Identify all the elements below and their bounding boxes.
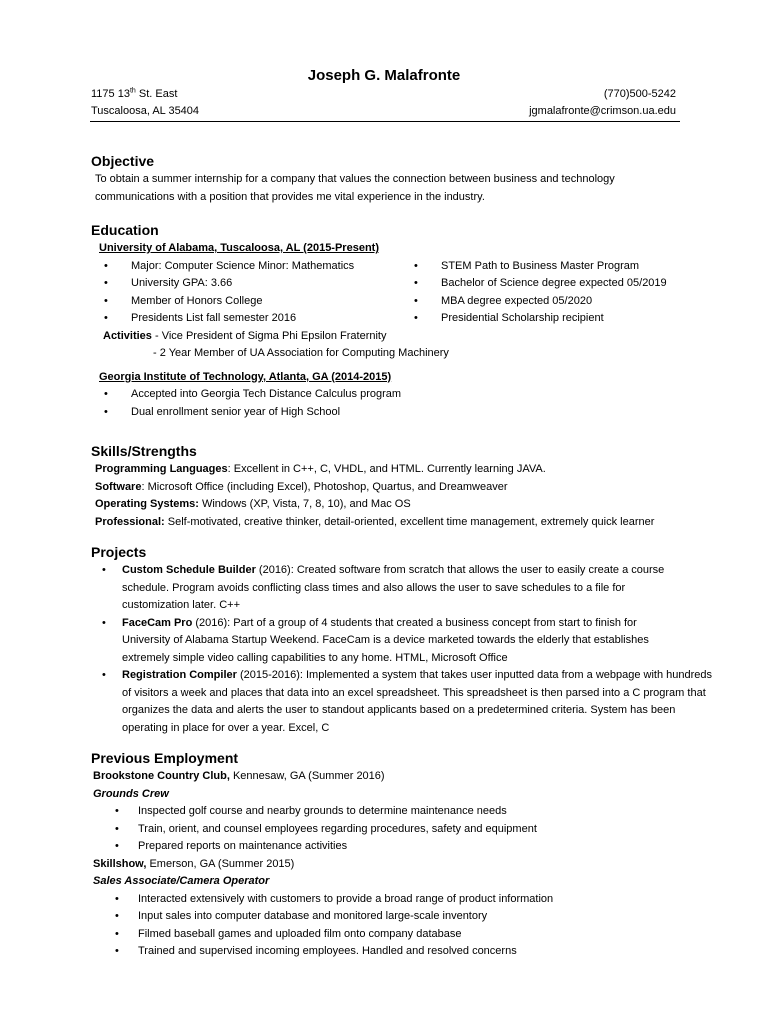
email: jgmalafronte@crimson.ua.edu	[529, 105, 676, 117]
project-title: Registration Compiler	[122, 669, 237, 681]
list-item: • Input sales into computer database and monitored large-scale inventory	[91, 908, 711, 926]
project-text: (2015-2016): Implemented a system that takes user inputted data from a webpage with hundreds of visitors a week and places that data into an excel spreadsheet. This spreadsheet is then parsed into a C program that organizes the data and alerts the user to standout applicants based on a predetermined criteria. System has been operating in place for over a year. Excel, C	[122, 669, 713, 734]
list-item: • Bachelor of Science degree expected 05/2019	[401, 275, 701, 293]
project-item	[91, 615, 682, 668]
project-title: FaceCam Pro	[122, 616, 193, 629]
skills-section	[91, 441, 711, 531]
gt-list	[91, 386, 711, 421]
skill-label: Operating Systems:	[95, 498, 199, 510]
street-ordinal: th	[129, 87, 136, 95]
list-item: • Presidents List fall semester 2016	[91, 310, 401, 328]
gt-title: Georgia Institute of Technology, Atlanta, GA (2014-2015)	[99, 370, 392, 383]
project-item	[91, 562, 682, 615]
skill-row-software	[95, 479, 711, 497]
employment-heading: Previous Employment	[91, 750, 239, 766]
projects-list	[91, 562, 713, 737]
ua-left-list	[91, 258, 401, 328]
activities-1: - Vice President of Sigma Phi Epsilon Fraternity	[151, 329, 387, 342]
skill-value: : Microsoft Office (including Excel), Photoshop, Quartus, and Dreamweaver	[141, 480, 508, 493]
objective-text: To obtain a summer internship for a company that values the connection between business and technology communications with a position that provides me vital experience in the industry.	[95, 173, 615, 203]
skill-row-os	[95, 496, 711, 514]
phone: (770)500-5242	[603, 88, 676, 100]
list-item: • Accepted into Georgia Tech Distance Calculus program	[91, 386, 711, 404]
skill-label: Programming Languages	[95, 463, 228, 475]
address-line-2: Tuscaloosa, AL 35404	[91, 105, 200, 117]
skills-heading: Skills/Strengths	[91, 443, 197, 459]
skill-label: Professional:	[95, 515, 165, 528]
street-name: St. East	[135, 88, 178, 100]
projects-heading: Projects	[91, 544, 147, 560]
contact-block	[529, 86, 676, 120]
list-item: • MBA degree expected 05/2020	[401, 293, 701, 311]
job-header	[93, 768, 711, 786]
employment-section	[91, 748, 711, 961]
street-number: 1175 13	[91, 88, 130, 100]
education-heading: Education	[91, 222, 159, 238]
list-item: • Presidential Scholarship recipient	[401, 310, 701, 328]
address-line-1	[91, 86, 199, 103]
list-item: • Train, orient, and counsel employees regarding procedures, safety and equipment	[91, 821, 711, 839]
skill-row-professional	[95, 514, 711, 532]
list-item: • Member of Honors College	[91, 293, 401, 311]
education-section	[91, 220, 711, 421]
job-role: Sales Associate/Camera Operator	[93, 875, 270, 887]
list-item: • University GPA: 3.66	[91, 275, 401, 293]
ua-title: University of Alabama, Tuscaloosa, AL (2015-Present)	[99, 242, 379, 254]
project-title: Custom Schedule Builder	[122, 564, 256, 576]
job-location: Emerson, GA (Summer 2015)	[146, 857, 295, 870]
skill-label: Software	[95, 480, 142, 493]
list-item: • Filmed baseball games and uploaded film onto company database	[91, 926, 711, 944]
skill-row-languages	[95, 461, 711, 479]
skill-value: Windows (XP, Vista, 7, 8, 10), and Mac OS	[198, 498, 411, 510]
list-item: • Inspected golf course and nearby grounds to determine maintenance needs	[91, 803, 711, 821]
list-item: • STEM Path to Business Master Program	[401, 258, 701, 276]
ua-details	[91, 258, 711, 328]
job-location: Kennesaw, GA (Summer 2016)	[229, 770, 385, 782]
project-text: (2016): Part of a group of 4 students that created a business concept from start to finish for University of Alabama Startup Weekend. FaceCam is a device marketed towards the elderly that establishes extremely simple video calling capabilities to any home. HTML, Microsoft Office	[122, 616, 649, 664]
activities-2: - 2 Year Member of UA Association for Computing Machinery	[153, 347, 449, 359]
activities-line	[103, 328, 711, 346]
list-item: • Interacted extensively with customers to provide a broad range of product information	[91, 891, 711, 909]
candidate-name: Joseph G. Malafronte	[307, 67, 461, 84]
address-block	[91, 86, 199, 120]
job-duties	[91, 891, 711, 961]
activities-label: Activities	[103, 329, 152, 342]
list-item: • Major: Computer Science Minor: Mathematics	[91, 258, 401, 276]
list-item: • Dual enrollment senior year of High School	[91, 404, 711, 422]
job-role: Grounds Crew	[93, 787, 169, 800]
objective-heading: Objective	[91, 153, 155, 169]
projects-section	[91, 542, 713, 737]
employer: Skillshow,	[93, 857, 147, 870]
skill-value: : Excellent in C++, C, VHDL, and HTML. Currently learning JAVA.	[227, 463, 546, 475]
ua-right-list	[401, 258, 701, 328]
objective-section	[91, 151, 711, 206]
header-divider	[90, 121, 680, 122]
employer: Brookstone Country Club,	[93, 770, 230, 782]
job-header	[93, 856, 711, 874]
list-item: • Prepared reports on maintenance activities	[91, 838, 711, 856]
list-item: • Trained and supervised incoming employees. Handled and resolved concerns	[91, 943, 711, 961]
job-duties	[91, 803, 711, 856]
skill-value: Self-motivated, creative thinker, detail-oriented, excellent time management, extremely quick learner	[164, 515, 655, 528]
project-item	[91, 667, 712, 737]
project-text: (2016): Created software from scratch that allows the user to easily create a course schedule. Program avoids conflicting class times and also allows the user to save schedules to a file for customization later. C++	[122, 564, 665, 611]
